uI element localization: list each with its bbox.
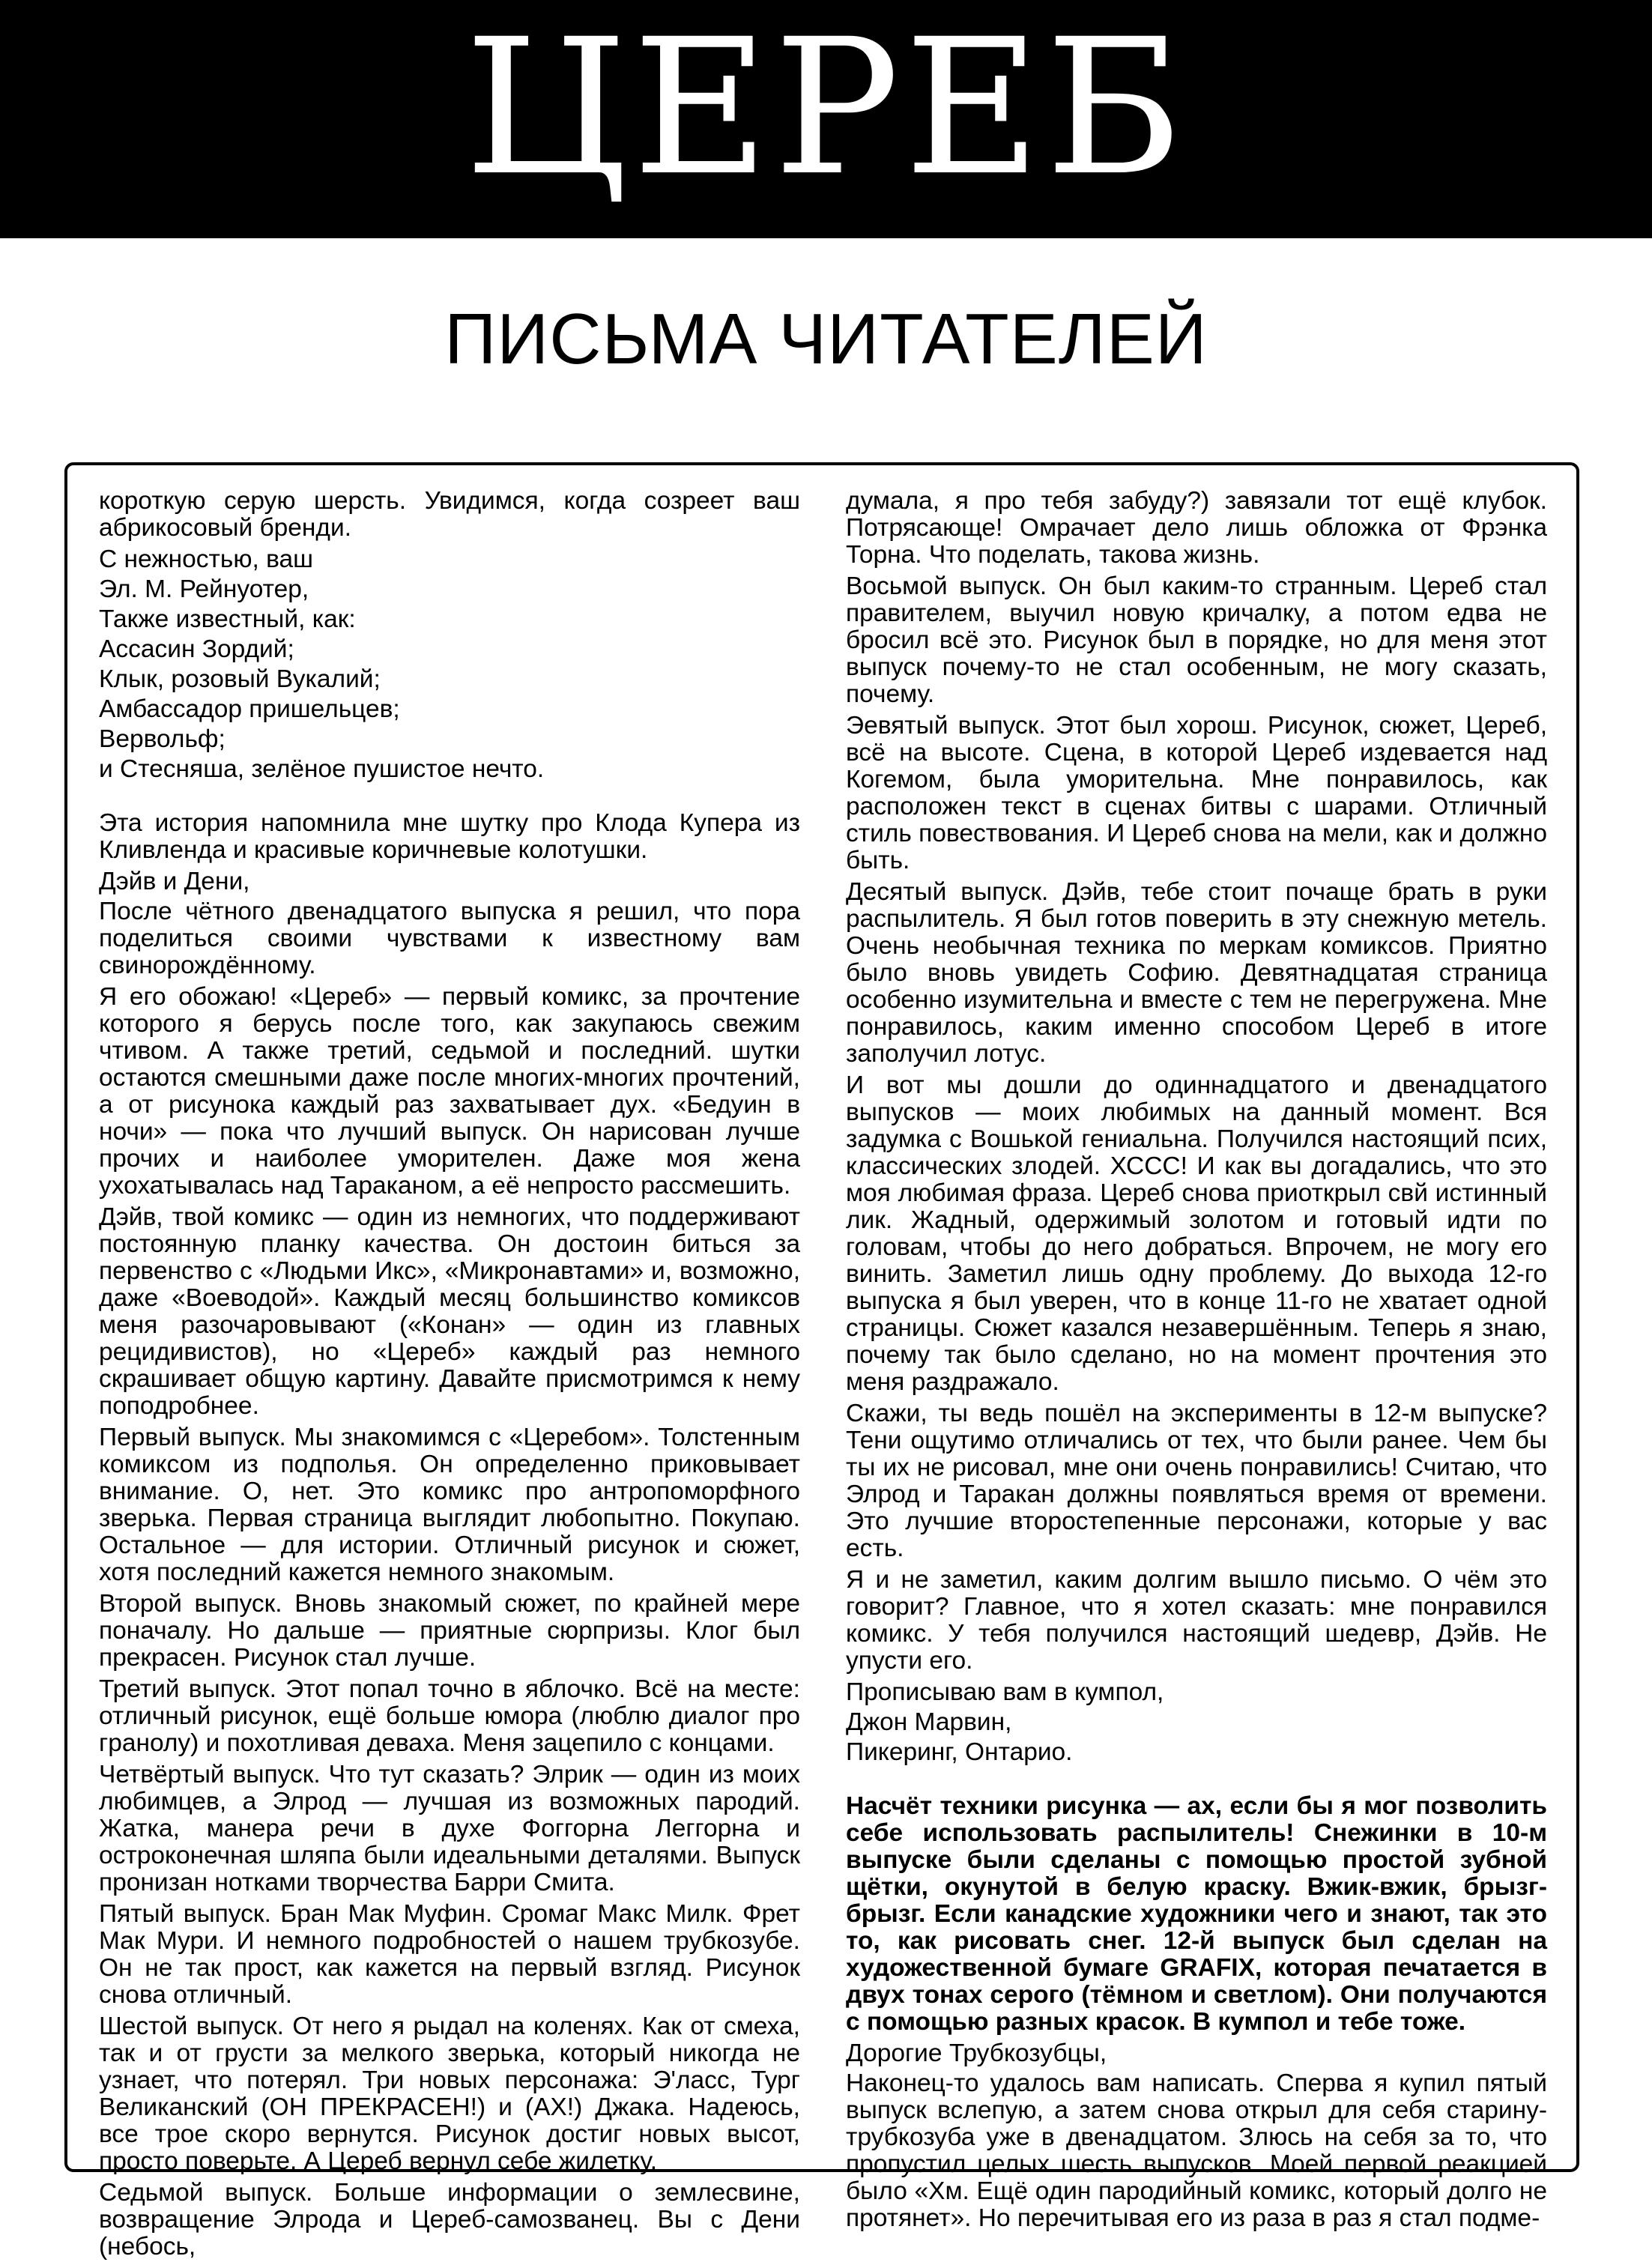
editor-reply: Насчёт техники рисунка — ах, если бы я мог позволить себе использовать распылитель! Снежинки в 10-м выпуске были сделаны с помощью простой зубной щётки, окунутой в белую краску. Вжик-вжик, брызг-брызг. Если канадские художники чего и знают, так это то, как рисовать снег. 12-й выпуск был сделан на художественной бумаге GRAFIX, которая печатается в двух тонах серого (тёмном и светлом). Они получаются с помощью разных красок. В кумпол и тебе тоже. (846, 1792, 1547, 2036)
letters-frame (64, 462, 1579, 2261)
signature-line: Ассасин Зордий; (99, 635, 294, 663)
letter-salutation: Дэйв и Дени, (99, 868, 250, 895)
paragraph: Эевятый выпуск. Этот был хорош. Рисунок, сюжет, Цереб, всё на высоте. Сцена, в которой Цереб издевается над Когемом, была уморительна. Мне понравилось, как расположен текст в сценах битвы с шарами. Отличный стиль повествования. И Цереб снова на мели, как и должно быть. (846, 712, 1547, 874)
paragraph: Я его обожаю! «Цереб» — первый комикс, за прочтение которого я берусь после того, как закупаюсь свежим чтивом. А также третий, седьмой и последний. шутки остаются смешными даже после многих-многих прочтений, а от рисунока каждый раз захватывает дух. «Бедуин в ночи» — пока что лучший выпуск. Он нарисован лучше прочих и наиболее уморителен. Даже моя жена ухохатывалась над Тараканом, а её непросто рассмешить. (99, 983, 800, 1200)
paragraph: Десятый выпуск. Дэйв, тебе стоит почаще брать в руки распылитель. Я был готов поверить в эту снежную метель. Очень необычная техника по меркам комиксов. Приятно было вновь увидеть Софию. Девятнадцатая страница особенно изумительна и вместе с тем не перегружена. Мне понравилось, каким именно способом Цереб в итоге заполучил лотус. (846, 878, 1547, 1068)
editor-reply: Эта история напомнила мне шутку про Клода Купера из Кливленда и красивые коричневые колотушки. (99, 809, 800, 864)
right-column (846, 488, 1547, 2237)
letter-salutation: Дорогие Трубкозубцы, (846, 2039, 1107, 2067)
paragraph: Восьмой выпуск. Он был каким-то странным. Цереб стал правителем, выучил новую кричалку, а потом едва не бросил всё это. Рисунок был в порядке, но для меня этот выпуск почему-то не стал особенным, не могу сказать, почему. (846, 572, 1547, 708)
paragraph: Наконец-то удалось вам написать. Сперва я купил пятый выпуск вслепую, а затем снова открыл для себя старину-трубкозуба уже в двенадцатом. Злюсь на себя за то, что пропустил целых шесть выпусков. Моей первой реакцией было «Хм. Ещё один пародийный комикс, который долго не протянет». Но перечитывая его из раза в раз я стал подме- (846, 2069, 1547, 2232)
signature-line: Также известный, как: (99, 605, 356, 633)
comic-logo: ЦЕРЕБ (465, 0, 1187, 217)
paragraph: короткую серую шерсть. Увидимся, когда созреет ваш абрикосовый бренди. (99, 487, 800, 542)
paragraph: думала, я про тебя забуду?) завязали тот ещё клубок. Потрясающе! Омрачает дело лишь обложка от Фрэнка Торна. Что поделать, такова жизнь. (846, 487, 1547, 569)
header-banner (0, 0, 1652, 238)
signature-line: Пикеринг, Онтарио. (846, 1738, 1073, 1766)
paragraph: Четвёртый выпуск. Что тут сказать? Элрик — один из моих любимцев, а Элрод — лучшая из возможных пародий. Жатка, манера речи в духе Фоггорна Леггорна и остроконечная шляпа были идеальными деталями. Выпуск пронизан нотками творчества Барри Смита. (99, 1761, 800, 1896)
signature-line: Клык, розовый Вукалий; (99, 665, 381, 693)
paragraph: Седьмой выпуск. Больше информации о землесвине, возвращение Элрода и Цереб-самозванец. Вы с Дени (небось, (99, 2179, 800, 2261)
paragraph: После чётного двенадцатого выпуска я решил, что пора поделиться своими чувствами к известному вам свинорождённому. (99, 898, 800, 979)
signature-line: Эл. М. Рейнуотер, (99, 575, 309, 603)
signature-line: Амбассадор пришельцев; (99, 695, 400, 723)
signature-line: С нежностью, ваш (99, 545, 314, 573)
paragraph: Скажи, ты ведь пошёл на эксперименты в 12-м выпуске? Тени ощутимо отличались от тех, что были ранее. Чем бы ты их не рисовал, мне они очень понравились! Считаю, что Элрод и Таракан должны появляться время от времени. Это лучшие второстепенные персонажи, которые у вас есть. (846, 1400, 1547, 1562)
signature-line: и Стесняша, зелёное пушистое нечто. (99, 755, 545, 783)
paragraph: Шестой выпуск. От него я рыдал на коленях. Как от смеха, так и от грусти за мелкого зверька, который никогда не узнает, что потерял. Три новых персонажа: Э'ласс, Тург Великанский (ОН ПРЕКРАСЕН!) и (АХ!) Джака. Надеюсь, все трое скоро вернутся. Рисунок достиг новых высот, просто поверьте. А Цереб вернул себе жилетку. (99, 2013, 800, 2175)
left-column (99, 488, 800, 2265)
signature-line: Прописываю вам в кумпол, (846, 1678, 1164, 1706)
paragraph: Третий выпуск. Этот попал точно в яблочко. Всё на месте: отличный рисунок, ещё больше юмора (люблю диалог про гранолу) и похотливая деваха. Меня зацепило с концами. (99, 1675, 800, 1757)
signature-line: Вервольф; (99, 725, 226, 753)
paragraph: И вот мы дошли до одиннадцатого и двенадцатого выпусков — моих любимых на данный момент. Вся задумка с Вошькой гениальна. Получился настоящий псих, классических злодей. ХССС! И как вы догадались, что это моя любимая фраза. Цереб снова приоткрыл свй истинный лик. Жадный, одержимый золотом и готовый идти по головам, чтобы до него добраться. Впрочем, не могу его винить. Заметил лишь одну проблему. До выхода 12-го выпуска я был уверен, что в конце 11-го не хватает одной страницы. Сюжет казался незавершённым. Теперь я знаю, почему так было сделано, но на момент прочтения это меня раздражало. (846, 1071, 1547, 1396)
paragraph: Дэйв, твой комикс — один из немногих, что поддерживают постоянную планку качества. Он достоин биться за первенство с «Людьми Икс», «Микронавтами» и, возможно, даже «Воеводой». Каждый месяц большинство комиксов меня разочаровывают («Конан» — один из главных рецидивистов), но «Цереб» каждый раз немного скрашивает общую картину. Давайте присмотримся к нему поподробнее. (99, 1203, 800, 1420)
signature-line: Джон Марвин, (846, 1708, 1012, 1736)
paragraph: Первый выпуск. Мы знакомимся с «Церебом». Толстенным комиксом из подполья. Он определенно приковывает внимание. О, нет. Это комикс про антропоморфного зверька. Первая страница выглядит любопытно. Покупаю. Остальное — для истории. Отличный рисунок и сюжет, хотя последний кажется немного знакомым. (99, 1424, 800, 1586)
paragraph: Я и не заметил, каким долгим вышло письмо. О чём это говорит? Главное, что я хотел сказать: мне понравился комикс. У тебя получился настоящий шедевр, Дэйв. Не упусти его. (846, 1566, 1547, 1675)
page-title: ПИСЬМА ЧИТАТЕЛЕЙ (444, 299, 1208, 379)
paragraph: Второй выпуск. Вновь знакомый сюжет, по крайней мере поначалу. Но дальше — приятные сюрпризы. Клог был прекрасен. Рисунок стал лучше. (99, 1590, 800, 1672)
paragraph: Пятый выпуск. Бран Мак Муфин. Сромаг Макс Милк. Фрет Мак Мури. И немного подробностей о нашем трубкозубе. Он не так прост, как кажется на первый взгляд. Рисунок снова отличный. (99, 1900, 800, 2009)
